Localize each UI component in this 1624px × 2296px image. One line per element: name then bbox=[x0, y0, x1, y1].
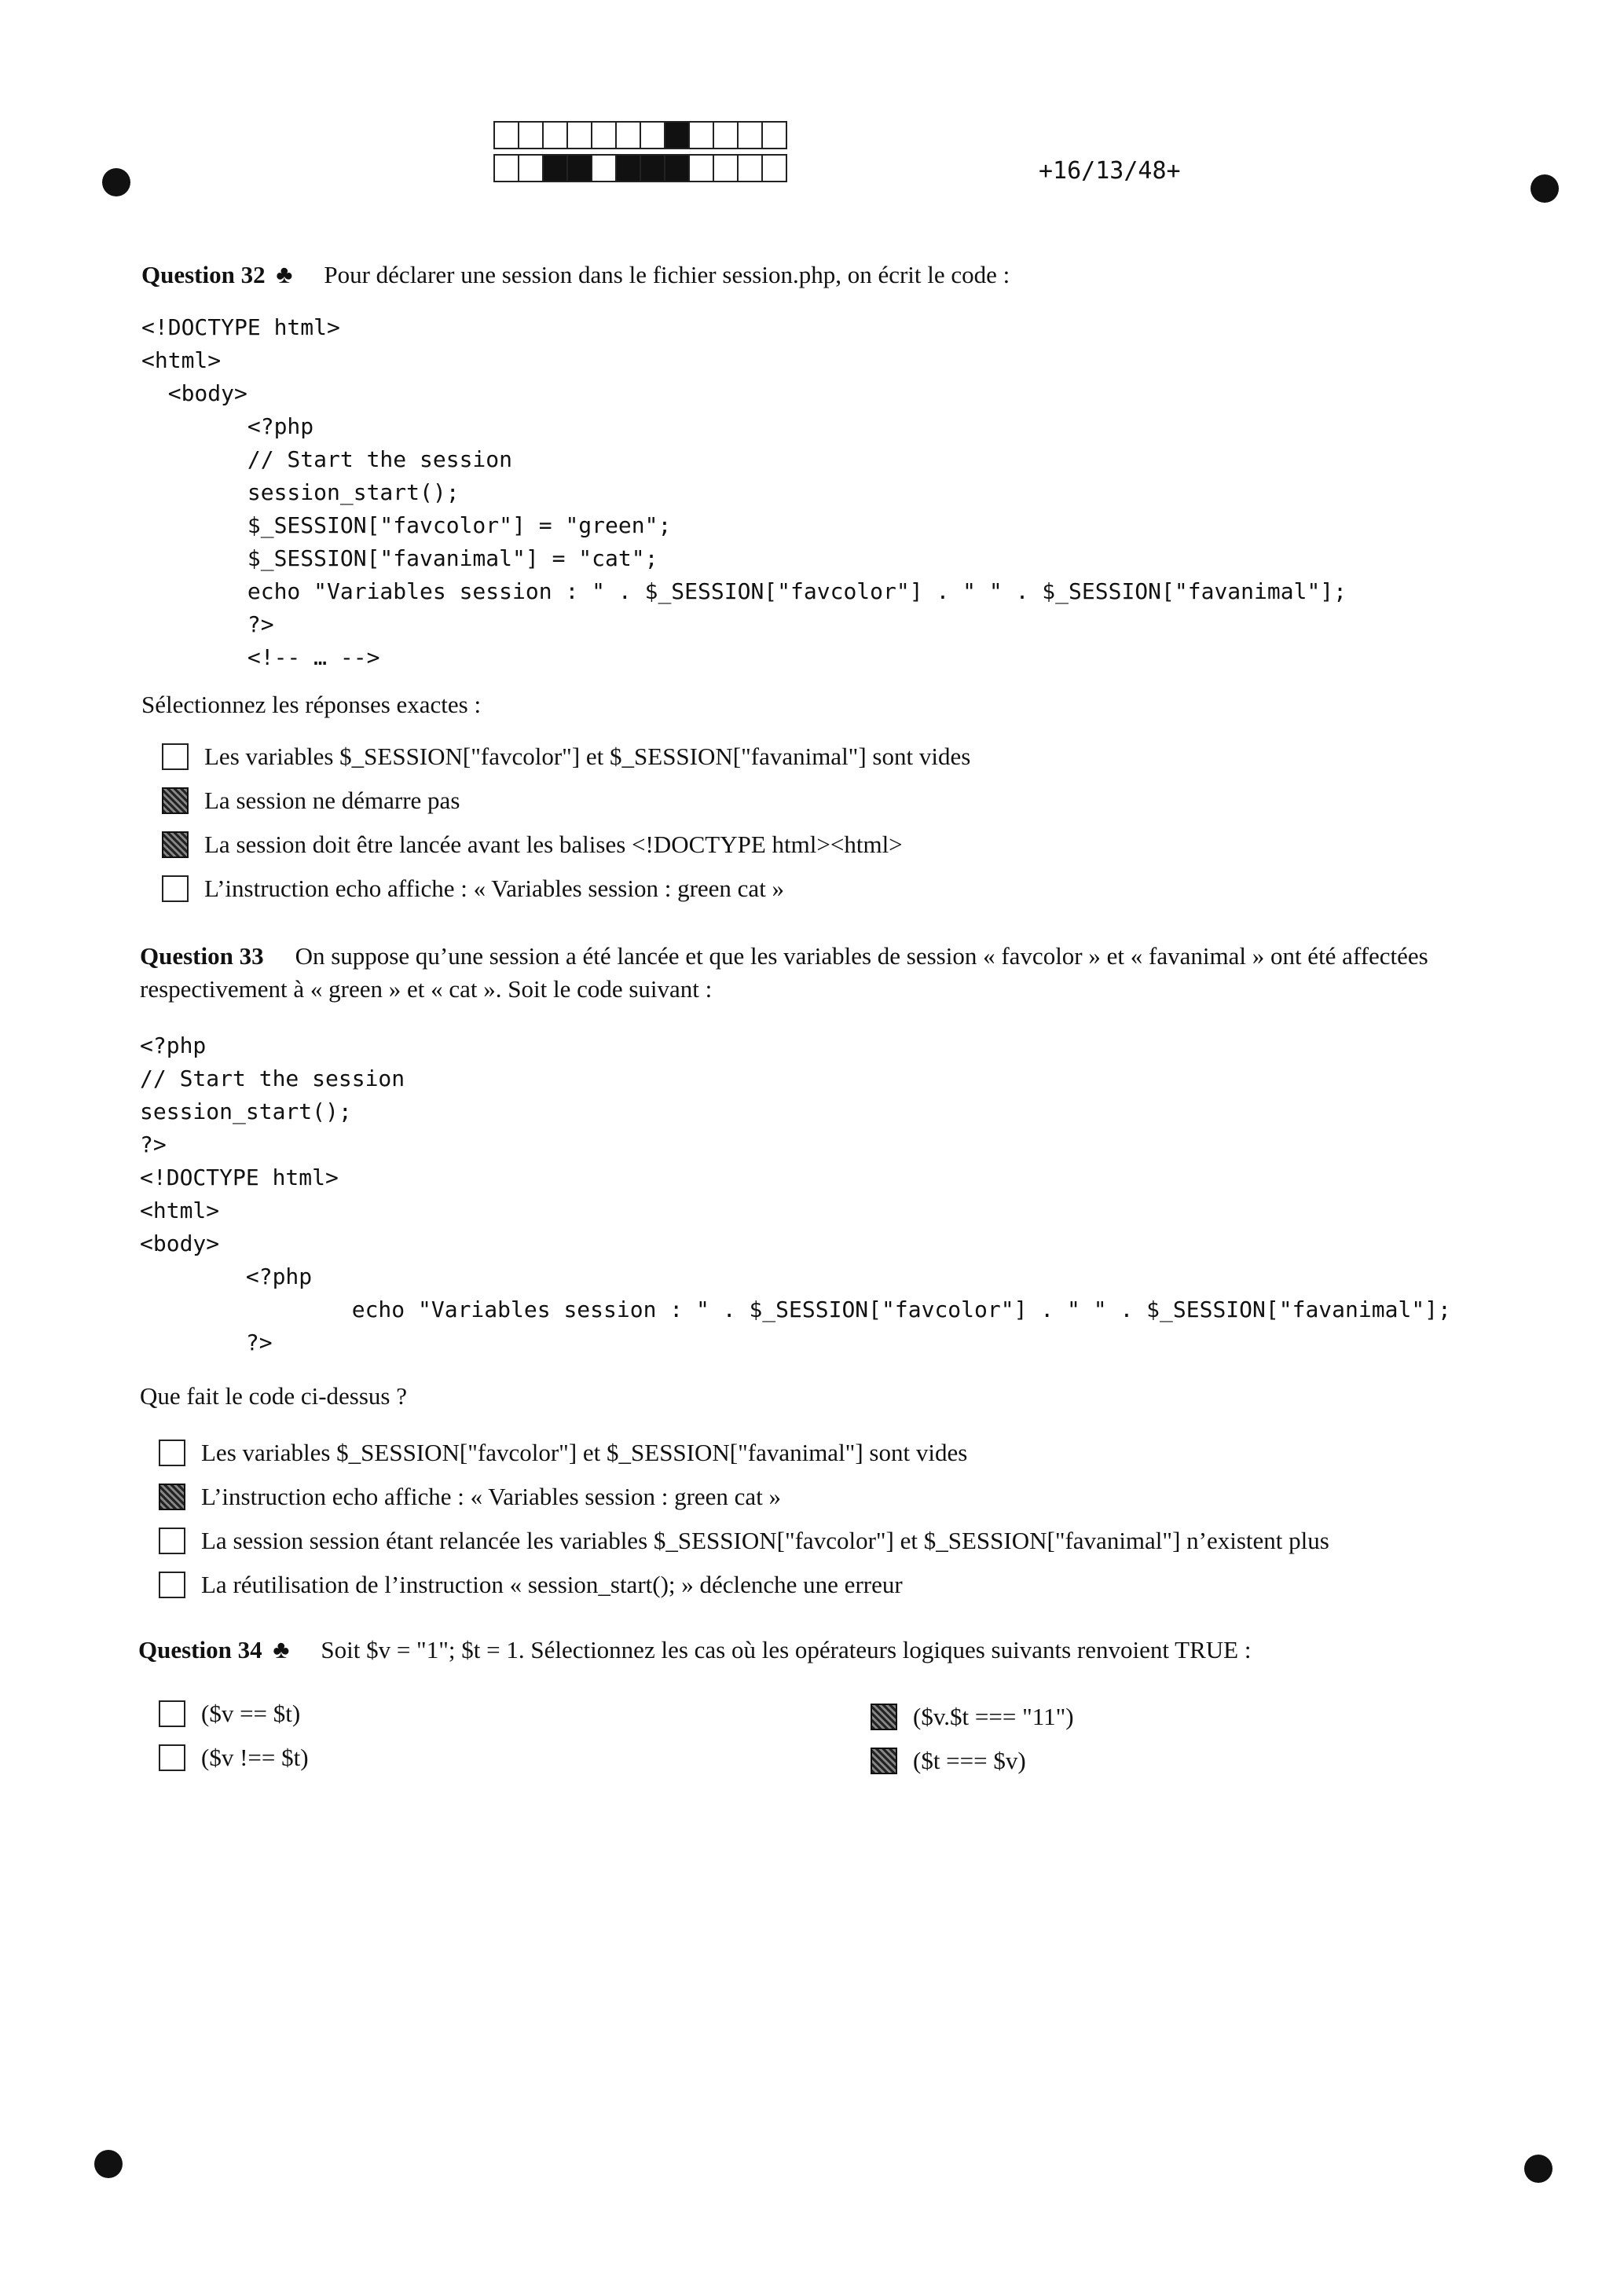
q32-answer-1[interactable] bbox=[162, 740, 970, 773]
q34-answer-1[interactable] bbox=[159, 1697, 300, 1730]
checkbox-checked[interactable] bbox=[871, 1704, 897, 1730]
q33-answer-1[interactable] bbox=[159, 1436, 967, 1469]
exam-barcode bbox=[493, 121, 786, 187]
barcode-row-2 bbox=[493, 154, 786, 181]
q32-answer-3[interactable] bbox=[162, 828, 903, 861]
checkbox[interactable] bbox=[159, 1440, 185, 1466]
barcode-cell bbox=[713, 121, 739, 149]
checkbox[interactable] bbox=[162, 743, 189, 770]
checkbox-checked[interactable] bbox=[159, 1484, 185, 1510]
question-33-header bbox=[140, 940, 1554, 1006]
answer-text: La session session étant relancée les variables $_SESSION["favcolor"] et $_SESSION["favanimal"] n’existent plus bbox=[201, 1527, 1329, 1554]
barcode-cell bbox=[566, 121, 592, 149]
barcode-cell bbox=[640, 121, 665, 149]
answer-text: La réutilisation de l’instruction « session_start(); » déclenche une erreur bbox=[201, 1571, 903, 1598]
question-32-header bbox=[141, 258, 1010, 292]
checkbox[interactable] bbox=[159, 1572, 185, 1598]
answer-text: ($v !== $t) bbox=[201, 1744, 309, 1771]
q33-answer-3[interactable] bbox=[159, 1524, 1329, 1557]
barcode-cell bbox=[761, 121, 787, 149]
barcode-cell bbox=[640, 154, 665, 182]
answer-text: Les variables $_SESSION["favcolor"] et $_SESSION["favanimal"] sont vides bbox=[204, 743, 971, 770]
barcode-cell bbox=[664, 121, 690, 149]
barcode-cell bbox=[518, 154, 544, 182]
barcode-cell bbox=[591, 154, 617, 182]
answer-text: ($v.$t === "11") bbox=[913, 1703, 1074, 1730]
q33-answer-4[interactable] bbox=[159, 1568, 903, 1601]
barcode-cell bbox=[493, 121, 519, 149]
checkbox[interactable] bbox=[159, 1528, 185, 1554]
barcode-cell bbox=[664, 154, 690, 182]
question-33-code: <?php // Start the session session_start(); ?> <!DOCTYPE html> <html> <body> <?php echo "Variables session : " . $_SESSION["favcolor"] . " " . $_SESSION["favanimal"]; ?> bbox=[140, 1032, 1451, 1355]
answer-text: ($t === $v) bbox=[913, 1747, 1026, 1774]
barcode-row-1 bbox=[493, 121, 786, 148]
registration-mark-top-left bbox=[102, 168, 130, 196]
barcode-cell bbox=[761, 154, 787, 182]
club-icon: ♣ bbox=[273, 1635, 290, 1663]
barcode-cell bbox=[518, 121, 544, 149]
question-33-text: On suppose qu’une session a été lancée et que les variables de session « favcolor » et « favanimal » ont été affectées respectivement à « green » et « cat ». Soit le code suivant : bbox=[140, 942, 1428, 1003]
question-32-prompt: Sélectionnez les réponses exactes : bbox=[141, 691, 482, 718]
question-34-text: Soit $v = "1"; $t = 1. Sélectionnez les cas où les opérateurs logiques suivants renvoient TRUE : bbox=[321, 1636, 1252, 1663]
question-32-label: Question 32 ♣ bbox=[141, 260, 293, 288]
barcode-cell bbox=[615, 154, 641, 182]
barcode-cell bbox=[688, 121, 714, 149]
checkbox[interactable] bbox=[159, 1700, 185, 1727]
answer-text: La session doit être lancée avant les balises <!DOCTYPE html><html> bbox=[204, 831, 903, 858]
checkbox-checked[interactable] bbox=[162, 831, 189, 858]
barcode-cell bbox=[566, 154, 592, 182]
page-number: +16/13/48+ bbox=[1039, 157, 1181, 185]
barcode-cell bbox=[542, 121, 568, 149]
q33-answer-2[interactable] bbox=[159, 1480, 781, 1513]
checkbox[interactable] bbox=[159, 1744, 185, 1771]
q32-answer-2[interactable] bbox=[162, 784, 460, 817]
question-33-prompt: Que fait le code ci-dessus ? bbox=[140, 1382, 408, 1410]
question-32-code: <!DOCTYPE html> <html> <body> <?php // Start the session session_start(); $_SESSION["favcolor"] = "green"; $_SESSION["favanimal"] = "cat"; echo "Variables session : " . $_SESSION["favcolor"] . " " . $_SESSION["favanimal"]; ?> <!-- … --> bbox=[141, 314, 1347, 670]
answer-text: La session ne démarre pas bbox=[204, 787, 460, 814]
barcode-cell bbox=[737, 154, 763, 182]
checkbox-checked[interactable] bbox=[162, 787, 189, 814]
barcode-cell bbox=[493, 154, 519, 182]
q34-answer-4[interactable] bbox=[871, 1744, 1026, 1777]
barcode-cell bbox=[591, 121, 617, 149]
checkbox[interactable] bbox=[162, 875, 189, 902]
question-34-label: Question 34 ♣ bbox=[138, 1635, 290, 1663]
question-32-text: Pour déclarer une session dans le fichier session.php, on écrit le code : bbox=[324, 261, 1010, 288]
registration-mark-top-right bbox=[1531, 174, 1559, 203]
answer-text: Les variables $_SESSION["favcolor"] et $_SESSION["favanimal"] sont vides bbox=[201, 1439, 968, 1466]
answer-text: L’instruction echo affiche : « Variables session : green cat » bbox=[201, 1483, 782, 1510]
barcode-cell bbox=[615, 121, 641, 149]
registration-mark-bottom-right bbox=[1524, 2155, 1553, 2183]
question-34-header bbox=[138, 1633, 1251, 1667]
q34-answer-3[interactable] bbox=[871, 1700, 1074, 1733]
q34-answer-2[interactable] bbox=[159, 1741, 309, 1774]
barcode-cell bbox=[737, 121, 763, 149]
registration-mark-bottom-left bbox=[94, 2150, 123, 2178]
club-icon: ♣ bbox=[276, 260, 293, 288]
answer-text: L’instruction echo affiche : « Variables session : green cat » bbox=[204, 875, 785, 902]
answer-text: ($v == $t) bbox=[201, 1700, 301, 1727]
q32-answer-4[interactable] bbox=[162, 872, 784, 905]
checkbox-checked[interactable] bbox=[871, 1748, 897, 1774]
barcode-cell bbox=[713, 154, 739, 182]
barcode-cell bbox=[688, 154, 714, 182]
question-33-label: Question 33 bbox=[140, 942, 264, 970]
barcode-cell bbox=[542, 154, 568, 182]
